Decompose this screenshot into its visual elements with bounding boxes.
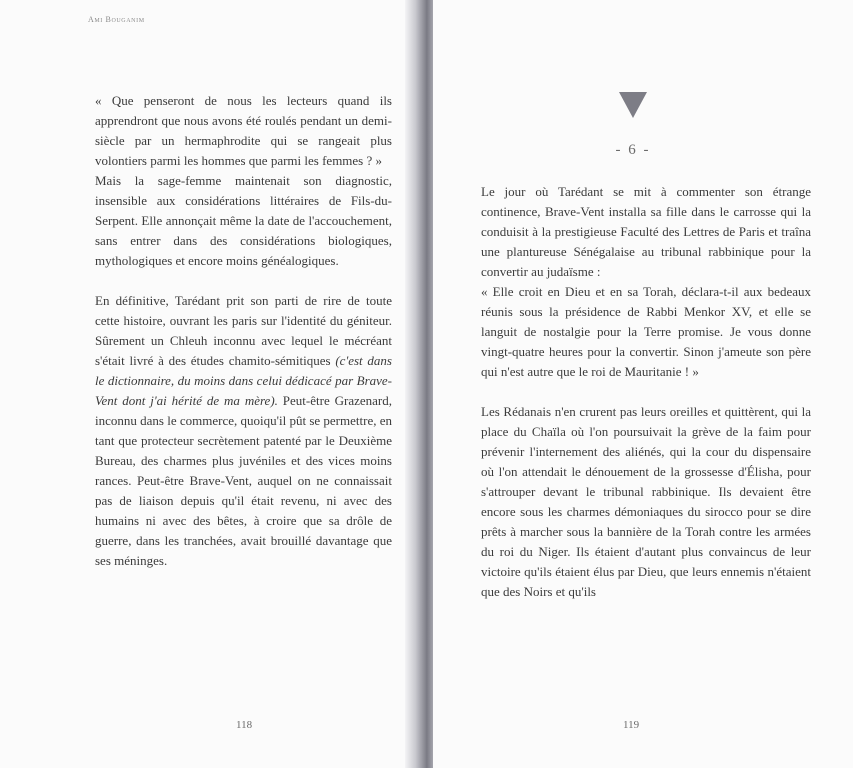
chapter-number: - 6 - (615, 142, 651, 158)
left-paragraph-3-end: Peut-être Grazenard, inconnu dans le commerce, quoiqu'il pût se permettre, en tant que protecteur secrètement patenté par le Deuxième Bureau, des charmes plus juvéniles et des vices moins rances. Peut-être Brave-Vent, auquel on ne connaissait pas de liaison depuis qu'il était revenu, ni avec des humains ni avec des bêtes, à croire que sa drôle de guerre, dans les tranchées, avait brouillé davantage que ses méninges. (95, 393, 392, 568)
chapter-ornament-icon (619, 92, 647, 118)
page-number-right: 119 (623, 719, 640, 731)
right-page-text (481, 182, 811, 602)
left-paragraph-3 (95, 291, 392, 571)
running-head: Ami Bouganim (88, 15, 145, 24)
left-paragraph-3-italic: (c'est dans le dictionnaire, du moins dans celui dédicacé par Brave-Vent dont j'ai hérité de ma mère). (95, 353, 392, 408)
left-paragraph-3-start: En définitive, Tarédant prit son parti de rire de toute cette histoire, ouvrant les paris sur l'identité du géniteur. Sûrement un Chleuh inconnu avec lequel le mécréant s'était livré à des études chamito-sémitiques (95, 293, 392, 368)
left-paragraph-2: Mais la sage-femme maintenait son diagnostic, insensible aux considérations littéraires de Fils-du-Serpent. Elle annonçait même la date de l'accouchement, sans entrer dans des considérations biologiques, mythologiques et encore moins généalogiques. (95, 173, 392, 268)
page-number-left: 118 (236, 719, 253, 731)
right-paragraph-3: Les Rédanais n'en crurent pas leurs oreilles et quittèrent, qui la place du Chaïla où l'on poursuivait la grève de la faim pour prévenir l'internement des aliénés, qui la cour du dispensaire où l'on attendait le dénouement de la grossesse d'Élisha, pour s'attrouper devant le tribunal rabbinique. Ils devaient être encore sous les charmes démoniaques du sirocco pour se dire prêts à marcher sous la bannière de la Torah contre les armées du roi du Niger. Ils étaient d'autant plus convaincus de leur victoire qu'ils étaient élus par Dieu, que leurs ennemis n'étaient que des Noirs et qu'ils (481, 404, 811, 599)
left-page (0, 0, 420, 768)
left-page-text (95, 91, 392, 571)
right-page (433, 0, 853, 768)
right-paragraph-2: « Elle croit en Dieu et en sa Torah, déclara-t-il aux bedeaux réunis sous la présidence de Rabbi Menkor XV, et elle se languit de nostalgie pour la Terre promise. Je vous donne vingt-quatre heures pour la convertir. Sinon j'ameute son père qui n'est autre que le roi de Mauritanie ! » (481, 284, 811, 379)
left-paragraph-1: « Que penseront de nous les lecteurs quand ils apprendront que nous avons été roulés pendant un demi-siècle par un hermaphrodite qui se rangeait plus volontiers parmi les hommes que parmi les femmes ? » (95, 93, 392, 168)
right-paragraph-1: Le jour où Tarédant se mit à commenter son étrange continence, Brave-Vent installa sa fille dans le carrosse qui la conduisit à la prestigieuse Faculté des Lettres de Paris et traîna une plantureuse Sénégalaise au tribunal rabbinique pour la convertir au judaïsme : (481, 184, 811, 279)
